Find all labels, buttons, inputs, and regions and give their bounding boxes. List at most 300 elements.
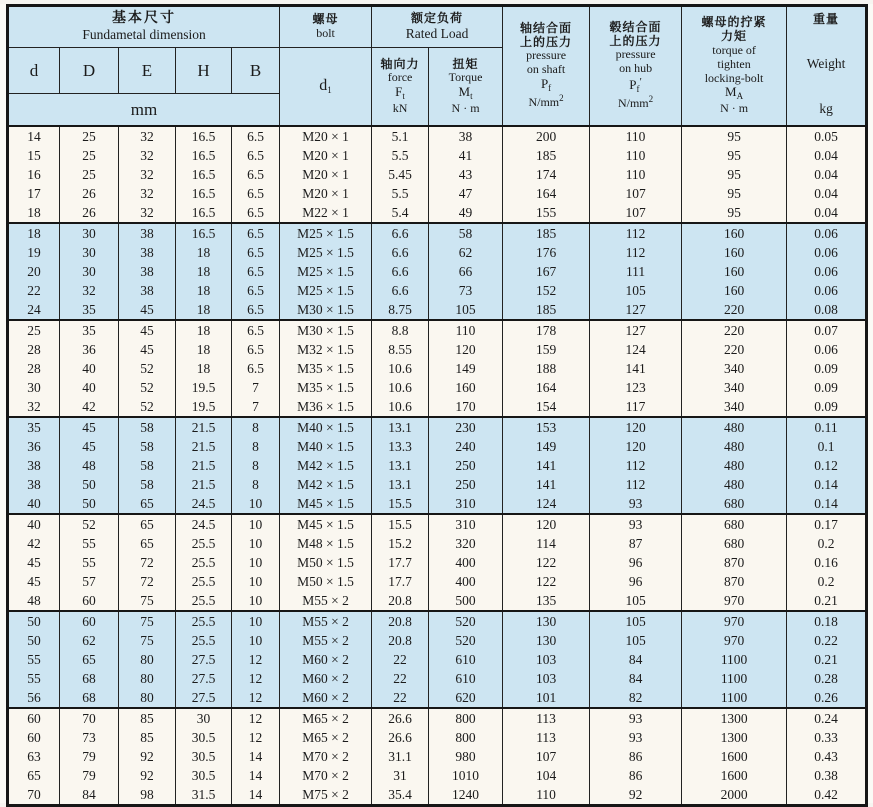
cell-Mt: 610: [429, 669, 503, 688]
cell-B: 14: [232, 785, 280, 806]
cell-H: 19.5: [176, 378, 232, 397]
cell-Pf_hub: 117: [590, 397, 682, 417]
cell-Pf_hub: 110: [590, 165, 682, 184]
cell-weight: 0.06: [787, 281, 867, 300]
cell-E: 32: [119, 184, 176, 203]
cell-weight: 0.21: [787, 591, 867, 611]
cell-E: 32: [119, 203, 176, 223]
table-row: [8, 553, 867, 572]
cell-B: 6.5: [232, 203, 280, 223]
cell-weight: 0.22: [787, 631, 867, 650]
cell-MA: 480: [682, 437, 787, 456]
cell-weight: 0.08: [787, 300, 867, 320]
cell-Ft: 8.55: [372, 340, 429, 359]
cell-Pf_hub: 141: [590, 359, 682, 378]
cell-D: 26: [60, 203, 119, 223]
cell-d: 40: [8, 494, 60, 514]
cell-B: 10: [232, 591, 280, 611]
cell-H: 25.5: [176, 553, 232, 572]
cell-B: 8: [232, 475, 280, 494]
cell-Pf: 122: [503, 553, 590, 572]
cell-B: 6.5: [232, 340, 280, 359]
cell-MA: 680: [682, 534, 787, 553]
cell-D: 40: [60, 378, 119, 397]
cell-weight: 0.07: [787, 320, 867, 340]
table-row: [8, 650, 867, 669]
cell-D: 50: [60, 475, 119, 494]
cell-d1: M60 × 2: [280, 688, 372, 708]
cell-weight: 0.2: [787, 572, 867, 591]
cell-Mt: 250: [429, 456, 503, 475]
cell-E: 65: [119, 494, 176, 514]
cell-D: 65: [60, 650, 119, 669]
cell-d: 70: [8, 785, 60, 806]
cell-Mt: 66: [429, 262, 503, 281]
cell-H: 21.5: [176, 456, 232, 475]
cell-Mt: 310: [429, 514, 503, 534]
cell-d1: M25 × 1.5: [280, 223, 372, 243]
cell-Mt: 170: [429, 397, 503, 417]
cell-B: 10: [232, 534, 280, 553]
cell-Pf: 155: [503, 203, 590, 223]
table-row: [8, 262, 867, 281]
cell-B: 12: [232, 669, 280, 688]
cell-Pf_hub: 92: [590, 785, 682, 806]
table-row: [8, 747, 867, 766]
cell-d1: M55 × 2: [280, 611, 372, 631]
cell-E: 45: [119, 320, 176, 340]
cell-Pf_hub: 112: [590, 223, 682, 243]
cell-MA: 220: [682, 320, 787, 340]
cell-B: 10: [232, 611, 280, 631]
cell-B: 6.5: [232, 300, 280, 320]
cell-weight: 0.2: [787, 534, 867, 553]
cell-Mt: 230: [429, 417, 503, 437]
table-row: [8, 591, 867, 611]
header-weight-unit: kg: [819, 101, 833, 117]
cell-d: 18: [8, 203, 60, 223]
cell-d1: M40 × 1.5: [280, 437, 372, 456]
cell-H: 21.5: [176, 475, 232, 494]
cell-MA: 2000: [682, 785, 787, 806]
cell-d: 19: [8, 243, 60, 262]
cell-Pf_hub: 96: [590, 572, 682, 591]
cell-B: 10: [232, 494, 280, 514]
cell-E: 98: [119, 785, 176, 806]
cell-d1: M25 × 1.5: [280, 262, 372, 281]
cell-d1: M50 × 1.5: [280, 553, 372, 572]
header-bolt-zh: 螺母: [312, 12, 339, 27]
table-row: [8, 534, 867, 553]
header-phub-symbol: $P_f'$: [629, 76, 642, 95]
cell-Pf_hub: 127: [590, 300, 682, 320]
header-col-H: H: [176, 48, 232, 94]
cell-Pf_hub: 84: [590, 669, 682, 688]
cell-Pf_hub: 107: [590, 184, 682, 203]
cell-H: 25.5: [176, 631, 232, 650]
cell-Pf: 152: [503, 281, 590, 300]
cell-Pf: 167: [503, 262, 590, 281]
cell-H: 30.5: [176, 728, 232, 747]
cell-weight: 0.09: [787, 359, 867, 378]
cell-Mt: 47: [429, 184, 503, 203]
cell-H: 16.5: [176, 184, 232, 203]
header-pshaft-en2: on shaft: [526, 62, 566, 77]
header-rated-en: Rated Load: [405, 26, 469, 42]
cell-d: 24: [8, 300, 60, 320]
cell-B: 6.5: [232, 126, 280, 146]
cell-MA: 970: [682, 611, 787, 631]
cell-Pf: 178: [503, 320, 590, 340]
cell-E: 38: [119, 262, 176, 281]
cell-Ft: 22: [372, 669, 429, 688]
header-torque-en: Torque: [448, 70, 483, 85]
cell-Mt: 620: [429, 688, 503, 708]
cell-B: 7: [232, 397, 280, 417]
cell-Mt: 980: [429, 747, 503, 766]
table-row: [8, 378, 867, 397]
cell-weight: 0.04: [787, 146, 867, 165]
table-band-2: [8, 223, 867, 320]
cell-MA: 95: [682, 146, 787, 165]
header-phub-en1: pressure: [615, 47, 656, 62]
cell-Pf_hub: 111: [590, 262, 682, 281]
cell-D: 79: [60, 747, 119, 766]
table-row: [8, 417, 867, 437]
cell-H: 18: [176, 300, 232, 320]
cell-D: 84: [60, 785, 119, 806]
cell-H: 18: [176, 281, 232, 300]
header-col-d: d: [8, 48, 60, 94]
cell-Pf: 124: [503, 494, 590, 514]
cell-Mt: 240: [429, 437, 503, 456]
cell-E: 80: [119, 669, 176, 688]
cell-E: 92: [119, 766, 176, 785]
cell-Mt: 43: [429, 165, 503, 184]
cell-Pf_hub: 107: [590, 203, 682, 223]
cell-Pf_hub: 112: [590, 243, 682, 262]
cell-MA: 160: [682, 223, 787, 243]
cell-Mt: 500: [429, 591, 503, 611]
cell-B: 10: [232, 514, 280, 534]
cell-Pf_hub: 110: [590, 146, 682, 165]
cell-E: 75: [119, 611, 176, 631]
cell-d1: M30 × 1.5: [280, 300, 372, 320]
cell-weight: 0.04: [787, 184, 867, 203]
cell-d1: M20 × 1: [280, 165, 372, 184]
cell-d: 36: [8, 437, 60, 456]
cell-d: 14: [8, 126, 60, 146]
cell-Pf: 122: [503, 572, 590, 591]
cell-d1: M50 × 1.5: [280, 572, 372, 591]
cell-H: 24.5: [176, 514, 232, 534]
cell-weight: 0.09: [787, 378, 867, 397]
header-pshaft-unit: $N/mm^2$: [528, 93, 564, 110]
cell-Ft: 8.8: [372, 320, 429, 340]
cell-Pf_hub: 112: [590, 475, 682, 494]
cell-E: 75: [119, 631, 176, 650]
cell-Ft: 31.1: [372, 747, 429, 766]
cell-Pf: 103: [503, 669, 590, 688]
cell-Ft: 10.6: [372, 378, 429, 397]
cell-Pf_hub: 120: [590, 417, 682, 437]
cell-D: 68: [60, 688, 119, 708]
cell-MA: 95: [682, 165, 787, 184]
cell-d1: M75 × 2: [280, 785, 372, 806]
table-row: [8, 126, 867, 146]
cell-D: 68: [60, 669, 119, 688]
cell-Pf_hub: 112: [590, 456, 682, 475]
cell-MA: 870: [682, 553, 787, 572]
table-row: [8, 397, 867, 417]
table-row: [8, 456, 867, 475]
cell-Pf: 110: [503, 785, 590, 806]
cell-Pf_hub: 105: [590, 591, 682, 611]
cell-weight: 0.06: [787, 340, 867, 359]
cell-weight: 0.12: [787, 456, 867, 475]
cell-Ft: 31: [372, 766, 429, 785]
cell-D: 45: [60, 417, 119, 437]
cell-d1: M60 × 2: [280, 669, 372, 688]
cell-d: 45: [8, 553, 60, 572]
cell-d1: M35 × 1.5: [280, 359, 372, 378]
cell-B: 7: [232, 378, 280, 397]
cell-d: 28: [8, 359, 60, 378]
cell-d1: M20 × 1: [280, 126, 372, 146]
cell-B: 6.5: [232, 262, 280, 281]
cell-d: 20: [8, 262, 60, 281]
cell-E: 32: [119, 165, 176, 184]
header-pressure-on-hub: [590, 6, 682, 127]
cell-Pf_hub: 86: [590, 747, 682, 766]
cell-d: 48: [8, 591, 60, 611]
cell-E: 38: [119, 281, 176, 300]
header-bolt-symbol: $d_1$: [280, 48, 372, 127]
cell-Pf: 120: [503, 514, 590, 534]
cell-Pf: 185: [503, 146, 590, 165]
cell-Mt: 62: [429, 243, 503, 262]
cell-H: 16.5: [176, 203, 232, 223]
cell-D: 60: [60, 591, 119, 611]
cell-d: 60: [8, 728, 60, 747]
cell-d: 38: [8, 456, 60, 475]
cell-MA: 160: [682, 262, 787, 281]
cell-Mt: 800: [429, 728, 503, 747]
cell-MA: 160: [682, 243, 787, 262]
cell-Pf_hub: 127: [590, 320, 682, 340]
cell-weight: 0.09: [787, 397, 867, 417]
cell-MA: 1100: [682, 650, 787, 669]
cell-Pf_hub: 93: [590, 514, 682, 534]
cell-E: 85: [119, 708, 176, 728]
cell-E: 52: [119, 378, 176, 397]
cell-Pf: 159: [503, 340, 590, 359]
cell-B: 6.5: [232, 146, 280, 165]
cell-D: 48: [60, 456, 119, 475]
cell-d1: M65 × 2: [280, 708, 372, 728]
table-row: [8, 572, 867, 591]
cell-H: 25.5: [176, 572, 232, 591]
cell-H: 18: [176, 320, 232, 340]
cell-E: 38: [119, 243, 176, 262]
cell-H: 16.5: [176, 146, 232, 165]
cell-D: 30: [60, 243, 119, 262]
cell-E: 65: [119, 534, 176, 553]
cell-H: 31.5: [176, 785, 232, 806]
cell-weight: 0.43: [787, 747, 867, 766]
cell-B: 12: [232, 708, 280, 728]
cell-d1: M25 × 1.5: [280, 281, 372, 300]
table-band-5: [8, 514, 867, 611]
cell-B: 12: [232, 650, 280, 669]
cell-B: 6.5: [232, 165, 280, 184]
cell-weight: 0.06: [787, 262, 867, 281]
cell-E: 38: [119, 223, 176, 243]
table-band-7: [8, 708, 867, 806]
table-row: [8, 437, 867, 456]
cell-Mt: 160: [429, 378, 503, 397]
header-pshaft-zh2: 上的压力: [520, 34, 573, 49]
cell-Mt: 105: [429, 300, 503, 320]
cell-Ft: 10.6: [372, 359, 429, 378]
table-band-3: [8, 320, 867, 417]
cell-D: 35: [60, 320, 119, 340]
header-force-unit: kN: [392, 100, 408, 115]
cell-MA: 340: [682, 397, 787, 417]
header-weight-zh: 重量: [813, 12, 840, 26]
cell-d: 30: [8, 378, 60, 397]
table-row: [8, 223, 867, 243]
cell-Pf_hub: 84: [590, 650, 682, 669]
cell-Pf_hub: 93: [590, 708, 682, 728]
cell-Ft: 13.1: [372, 475, 429, 494]
cell-Ft: 10.6: [372, 397, 429, 417]
cell-D: 50: [60, 494, 119, 514]
cell-Mt: 120: [429, 340, 503, 359]
cell-H: 25.5: [176, 591, 232, 611]
cell-Pf_hub: 105: [590, 611, 682, 631]
header-col-D: D: [60, 48, 119, 94]
cell-Mt: 110: [429, 320, 503, 340]
header-weight-en: Weight: [806, 56, 846, 72]
header-pressure-on-shaft: [503, 6, 590, 127]
cell-d: 56: [8, 688, 60, 708]
cell-H: 24.5: [176, 494, 232, 514]
cell-d1: M60 × 2: [280, 650, 372, 669]
cell-Mt: 1010: [429, 766, 503, 785]
cell-D: 25: [60, 126, 119, 146]
cell-D: 35: [60, 300, 119, 320]
cell-Pf: 107: [503, 747, 590, 766]
cell-Pf_hub: 87: [590, 534, 682, 553]
cell-d1: M22 × 1: [280, 203, 372, 223]
cell-Mt: 73: [429, 281, 503, 300]
cell-weight: 0.06: [787, 243, 867, 262]
cell-Pf_hub: 124: [590, 340, 682, 359]
cell-B: 6.5: [232, 243, 280, 262]
cell-E: 92: [119, 747, 176, 766]
cell-Pf: 185: [503, 300, 590, 320]
cell-B: 12: [232, 688, 280, 708]
cell-d: 45: [8, 572, 60, 591]
cell-Ft: 6.6: [372, 243, 429, 262]
cell-B: 8: [232, 417, 280, 437]
cell-MA: 1100: [682, 669, 787, 688]
cell-weight: 0.11: [787, 417, 867, 437]
cell-E: 45: [119, 340, 176, 359]
cell-D: 62: [60, 631, 119, 650]
cell-Pf: 113: [503, 728, 590, 747]
cell-H: 25.5: [176, 611, 232, 631]
cell-Ft: 15.5: [372, 514, 429, 534]
table-header: [8, 6, 867, 127]
cell-d: 55: [8, 669, 60, 688]
cell-d1: M42 × 1.5: [280, 475, 372, 494]
cell-Mt: 149: [429, 359, 503, 378]
cell-d1: M70 × 2: [280, 766, 372, 785]
cell-Ft: 20.8: [372, 631, 429, 650]
cell-weight: 0.04: [787, 203, 867, 223]
header-locking-torque: [682, 6, 787, 127]
cell-H: 16.5: [176, 165, 232, 184]
header-pshaft-symbol: $P_f$: [540, 76, 552, 94]
cell-d1: M32 × 1.5: [280, 340, 372, 359]
cell-d: 15: [8, 146, 60, 165]
cell-Pf_hub: 105: [590, 631, 682, 650]
cell-d1: M45 × 1.5: [280, 494, 372, 514]
cell-D: 40: [60, 359, 119, 378]
cell-weight: 0.06: [787, 223, 867, 243]
cell-Ft: 26.6: [372, 708, 429, 728]
cell-Mt: 310: [429, 494, 503, 514]
cell-E: 58: [119, 437, 176, 456]
cell-Ft: 5.45: [372, 165, 429, 184]
cell-MA: 970: [682, 631, 787, 650]
cell-D: 32: [60, 281, 119, 300]
header-dim-zh: 基本尺寸: [112, 11, 177, 27]
cell-weight: 0.24: [787, 708, 867, 728]
cell-MA: 870: [682, 572, 787, 591]
cell-H: 30.5: [176, 747, 232, 766]
cell-MA: 480: [682, 456, 787, 475]
table-row: [8, 203, 867, 223]
cell-B: 6.5: [232, 184, 280, 203]
table-row: [8, 165, 867, 184]
cell-B: 14: [232, 747, 280, 766]
cell-d: 60: [8, 708, 60, 728]
cell-MA: 220: [682, 300, 787, 320]
header-lock-symbol: $M_A$: [725, 84, 744, 102]
cell-D: 25: [60, 146, 119, 165]
cell-H: 30.5: [176, 766, 232, 785]
table-row: [8, 766, 867, 785]
cell-d1: M55 × 2: [280, 631, 372, 650]
header-phub-unit: $N/mm^2$: [617, 94, 654, 111]
header-lock-en3: locking-bolt: [704, 70, 764, 85]
cell-B: 10: [232, 553, 280, 572]
cell-weight: 0.14: [787, 475, 867, 494]
cell-d1: M36 × 1.5: [280, 397, 372, 417]
cell-H: 18: [176, 243, 232, 262]
cell-MA: 1600: [682, 747, 787, 766]
cell-H: 27.5: [176, 650, 232, 669]
header-weight: [787, 6, 867, 127]
cell-d: 38: [8, 475, 60, 494]
cell-E: 80: [119, 688, 176, 708]
cell-d1: M25 × 1.5: [280, 243, 372, 262]
cell-Mt: 610: [429, 650, 503, 669]
table-row: [8, 494, 867, 514]
